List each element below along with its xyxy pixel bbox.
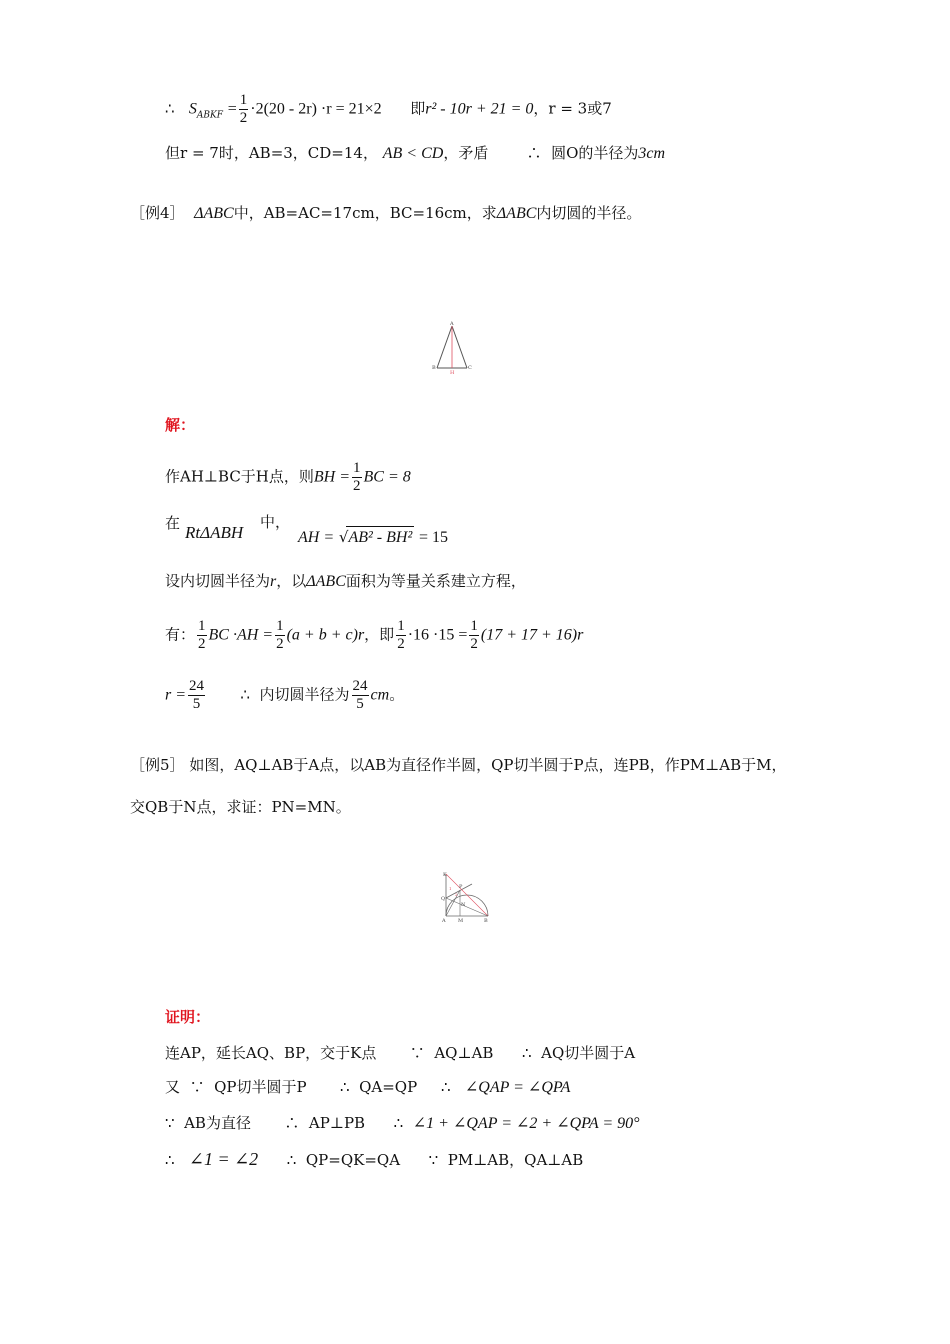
half-fraction: $\frac{1}{2}$ — [353, 460, 361, 494]
therefore-symbol: ∴ — [393, 1114, 404, 1132]
point-p-label: P — [459, 884, 463, 890]
because-symbol: ∵ — [409, 1044, 425, 1062]
solution-step-3: 设内切圆半径为r，以ΔABC面积为等量关系建立方程， — [165, 572, 526, 590]
therefore-symbol: ∴ — [286, 1151, 297, 1169]
therefore-symbol: ∴ — [165, 99, 175, 118]
therefore-symbol: ∴ — [240, 685, 250, 704]
half-fraction: $\frac{1}{2}$ — [239, 92, 248, 126]
intro-contradiction-line: 但r = 7时，AB=3，CD=14， AB < CD，矛盾 ∴ 圆O的半径为3cm — [165, 144, 666, 162]
solution-step-4: 有： $\frac{1}{2}$ BC ·AH = $\frac{1}{2}$ (a + b + c)r，即 $\frac{1}{2}$ ·16 ·15 = $\frac{1}{2}$ (17 + 17 + 16)r — [165, 618, 584, 652]
point-q-label: Q — [441, 896, 446, 902]
vertex-c-label: C — [468, 365, 472, 371]
radius-answer: 3cm — [638, 145, 666, 162]
example5-problem-line2: 交QB于N点，求证：PN=MN。 — [130, 798, 351, 816]
angle-2-label: 2 — [455, 892, 458, 897]
because-symbol: ∵ — [189, 1078, 205, 1096]
example4-label: ［例4］ — [130, 204, 185, 222]
proof-line-4: ∴ ∠1 = ∠2 ∴ QP=QK=QA ∵ PM⊥AB，QA⊥AB — [165, 1149, 584, 1169]
solution-step-1: 作AH⊥BC于H点，则BH = $\frac{1}{2}$ BC = 8 — [165, 460, 411, 494]
area-equation: ·2(20 - 2r) ·r = 21×2 — [250, 100, 382, 118]
example4-problem: ［例4］ ΔABC中，AB=AC=17cm，BC=16cm，求ΔABC内切圆的半径。 — [130, 204, 642, 222]
therefore-symbol: ∴ — [526, 144, 542, 162]
roots-text: ，r = 3或7 — [533, 99, 612, 118]
proof-line-1: 连AP，延长AQ、BP，交于K点 ∵ AQ⊥AB ∴ AQ切半圆于A — [165, 1044, 636, 1062]
example5-problem-line1: ［例5］ 如图，AQ⊥AB于A点，以AB为直径作半圆，QP切半圆于P点，连PB，作PM⊥AB于M， — [130, 756, 787, 774]
vertex-a-label: A — [450, 321, 454, 327]
solution-step-2-b: RtΔABH — [185, 523, 244, 542]
area-subscript: ABKF — [196, 110, 223, 121]
therefore-symbol: ∴ — [340, 1078, 350, 1096]
point-k-label: K — [443, 872, 447, 878]
radius-fraction: $\frac{24}{5}$ — [352, 678, 368, 712]
triangle-figure — [428, 318, 476, 376]
proof-line-2: 又 ∵ QP切半圆于P ∴ QA=QP ∴ ∠QAP = ∠QPA — [165, 1078, 571, 1096]
solution-label: 解： — [165, 416, 196, 434]
sqrt-expression: AB² - BH² — [346, 526, 414, 549]
example5-label: ［例5］ — [130, 756, 185, 774]
solution-step-2-c: 中， — [260, 513, 291, 531]
proof-line-3: ∵ AB为直径 ∴ AP⊥PB ∴ ∠1 + ∠QAP = ∠2 + ∠QPA = 90° — [165, 1114, 640, 1132]
solution-step-5: r = $\frac{24}{5}$ ∴ 内切圆半径为 $\frac{24}{5}$ cm。 — [165, 678, 405, 712]
point-n-label: N — [461, 902, 466, 908]
area-symbol: S — [188, 100, 197, 118]
ji-word: 即 — [410, 99, 426, 118]
foot-h-label: H — [450, 370, 455, 376]
point-a-label: A — [442, 918, 446, 924]
point-b-label: B — [484, 918, 488, 924]
therefore-symbol: ∴ — [522, 1044, 532, 1062]
vertex-b-label: B — [432, 365, 436, 371]
solution-step-2-a: 在 — [165, 514, 181, 532]
therefore-symbol: ∴ — [441, 1078, 451, 1096]
proof-label: 证明： — [165, 1008, 211, 1026]
radius-fraction: $\frac{24}{5}$ — [189, 678, 205, 712]
quadratic-equation: r² - 10r + 21 = 0 — [425, 100, 534, 118]
therefore-symbol: ∴ — [165, 1151, 175, 1169]
because-symbol: ∵ — [165, 1114, 175, 1132]
because-symbol: ∵ — [428, 1151, 439, 1169]
point-m-label: M — [458, 918, 464, 924]
solution-step-2-d: AH = √AB² - BH² = 15 — [298, 526, 448, 549]
angle-1-label: 1 — [449, 886, 452, 891]
therefore-symbol: ∴ — [284, 1114, 300, 1132]
semicircle-figure — [438, 868, 490, 924]
intro-equation-line: ∴ $S_{ABKF}$ = $\frac{1}{2}$ ·2(20 - 2r) ·r = 21×2 即r² - 10r + 21 = 0，r = 3或7 — [165, 92, 612, 126]
